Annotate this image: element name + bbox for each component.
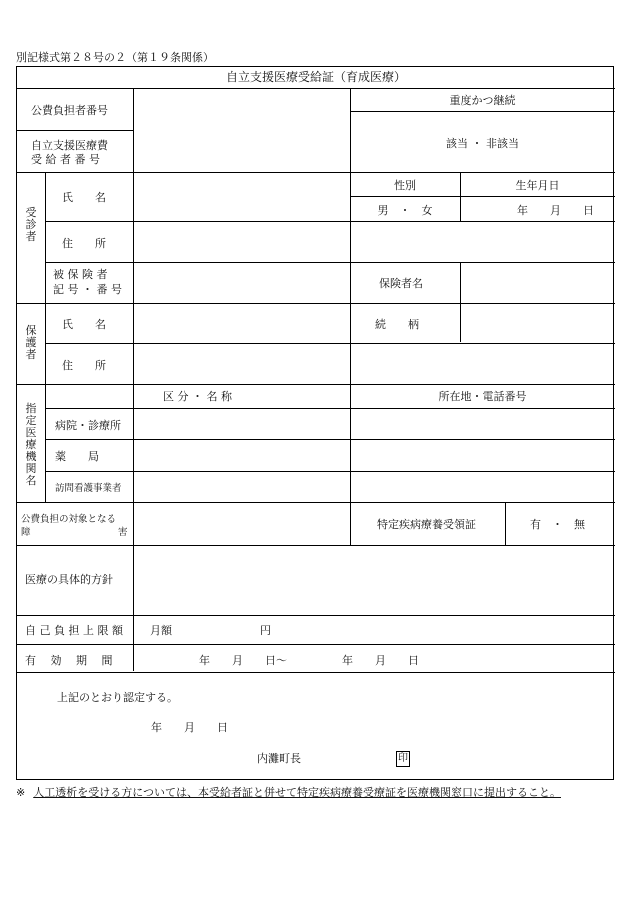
nursing-label: 訪問看護事業者: [55, 483, 122, 494]
certify-text: 上記のとおり認定する。: [57, 691, 178, 704]
specific-disease-label: 特定疾病療養受領証: [377, 518, 476, 531]
recipient-no-label-2: 受 給 者 番 号: [31, 153, 100, 166]
insured-label-2: 記 号 ・ 番 号: [53, 283, 122, 296]
guardian-name-label: 氏 名: [62, 318, 106, 331]
insured-label-1: 被 保 険 者: [53, 268, 108, 281]
form-reference: 別記様式第２８号の２（第１９条関係）: [16, 51, 214, 64]
guardian-side-label: 保 護 者: [25, 324, 37, 361]
footnote: [16, 784, 561, 800]
seal-mark: 印: [396, 751, 410, 767]
validity-label: 有 効 期 間: [25, 654, 113, 667]
patient-side-label: 受 診 者: [25, 206, 37, 243]
limit-value: 月額 円: [150, 624, 271, 637]
form-title: 自立支援医療受給証（育成医療）: [225, 70, 406, 84]
disability-label-2a: 障: [21, 527, 31, 538]
dob-value: 年 月 日: [517, 204, 594, 217]
patient-name-label: 氏 名: [62, 191, 106, 204]
division-name-header: 区 分 ・ 名 称: [163, 390, 232, 403]
location-phone-header: 所在地・電話番号: [438, 390, 527, 403]
policy-label: 医療の具体的方針: [25, 573, 113, 586]
pharmacy-label: 薬 局: [55, 450, 99, 463]
yes-no-value: 有 ・ 無: [530, 518, 585, 531]
recipient-no-label-1: 自立支援医療費: [31, 139, 108, 152]
issue-date: 年 月 日: [151, 721, 228, 734]
relationship-label: 続 柄: [375, 318, 419, 331]
facility-side-label: 指 定 医 療 機 関 名: [25, 402, 37, 487]
limit-label: 自 己 負 担 上 限 額: [25, 624, 123, 637]
mayor-label: 内灘町長: [257, 752, 301, 765]
note-text: 人工透析を受ける方については、本受給者証と併せて特定疾病療養受療証を医療機関窓口に提出すること。: [33, 786, 561, 799]
note-mark: ※: [16, 786, 26, 799]
applicable-value: 該当 ・ 非該当: [446, 137, 519, 150]
sex-label: 性別: [394, 179, 416, 192]
dob-label: 生年月日: [515, 179, 560, 192]
insurer-name-label: 保険者名: [379, 277, 423, 290]
certificate-form: [16, 66, 614, 780]
validity-value: 年 月 日〜 年 月 日: [199, 654, 419, 667]
patient-address-label: 住 所: [62, 237, 106, 250]
public-payer-no-label: 公費負担者番号: [31, 104, 108, 117]
sex-value: 男 ・ 女: [377, 204, 433, 217]
guardian-address-label: 住 所: [62, 359, 106, 372]
severe-continuous-label: 重度かつ継続: [449, 94, 516, 107]
disability-label-1: 公費負担の対象となる: [21, 514, 117, 525]
hospital-label: 病院・診療所: [55, 419, 121, 432]
disability-label-2b: 害: [118, 527, 128, 538]
